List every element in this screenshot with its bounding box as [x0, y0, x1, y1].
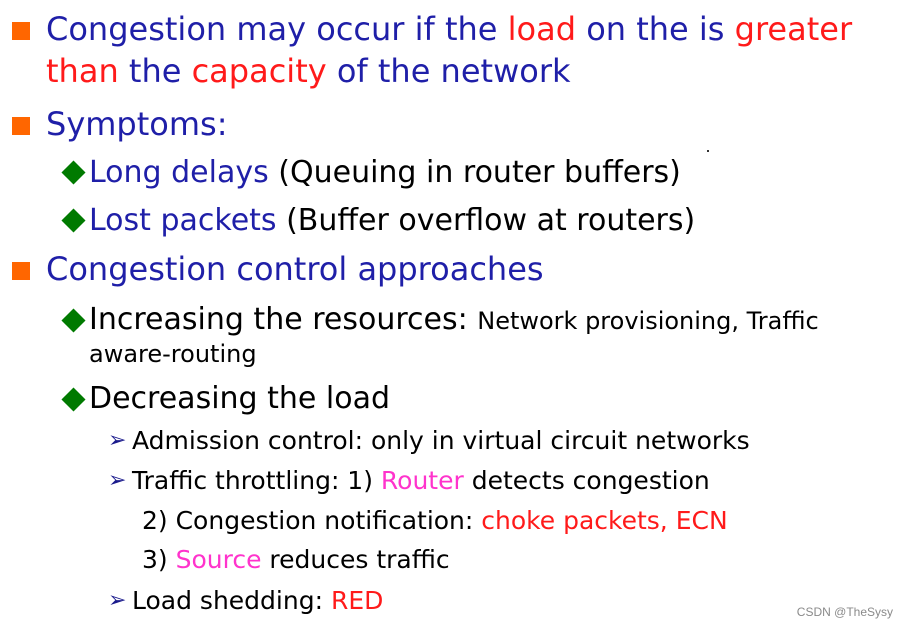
item-admission-control: Admission control: only in virtual circuit networks [132, 426, 750, 455]
arrow-bullet-icon: ➢ [108, 468, 127, 493]
symptom-lost-packets: Lost packets (Buffer overflow at routers) [89, 203, 696, 238]
diamond-bullet-icon [61, 387, 85, 411]
arrow-bullet-icon: ➢ [108, 428, 127, 453]
watermark: CSDN @TheSysy [796, 605, 893, 619]
square-bullet-icon [12, 22, 30, 40]
item-source-reduces: 3) Source reduces traffic [142, 545, 450, 574]
square-bullet-icon [12, 117, 30, 135]
item-traffic-throttling: Traffic throttling: 1) Router detects congestion [132, 466, 710, 495]
item-load-shedding: Load shedding: RED [132, 586, 384, 615]
bullet-congestion-line1: Congestion may occur if the load on the is greater [46, 10, 853, 48]
arrow-bullet-icon: ➢ [108, 588, 127, 613]
bullet-approaches: Congestion control approaches [46, 250, 544, 288]
diamond-bullet-icon [61, 160, 85, 184]
approach-increase-resources: Increasing the resources: Network provisioning, Traffic [89, 302, 819, 337]
diamond-bullet-icon [61, 308, 85, 332]
diamond-bullet-icon [61, 208, 85, 232]
item-congestion-notification: 2) Congestion notification: choke packets, ECN [142, 506, 728, 535]
bullet-symptoms: Symptoms: [46, 105, 228, 143]
approach-decrease-load: Decreasing the load [89, 381, 391, 416]
approach-increase-resources-cont: aware-routing [89, 340, 257, 368]
square-bullet-icon [12, 262, 30, 280]
bullet-congestion-line2: than the capacity of the network [46, 52, 571, 90]
symptom-long-delays: Long delays (Queuing in router buffers) [89, 155, 681, 190]
stray-dot [707, 150, 709, 152]
